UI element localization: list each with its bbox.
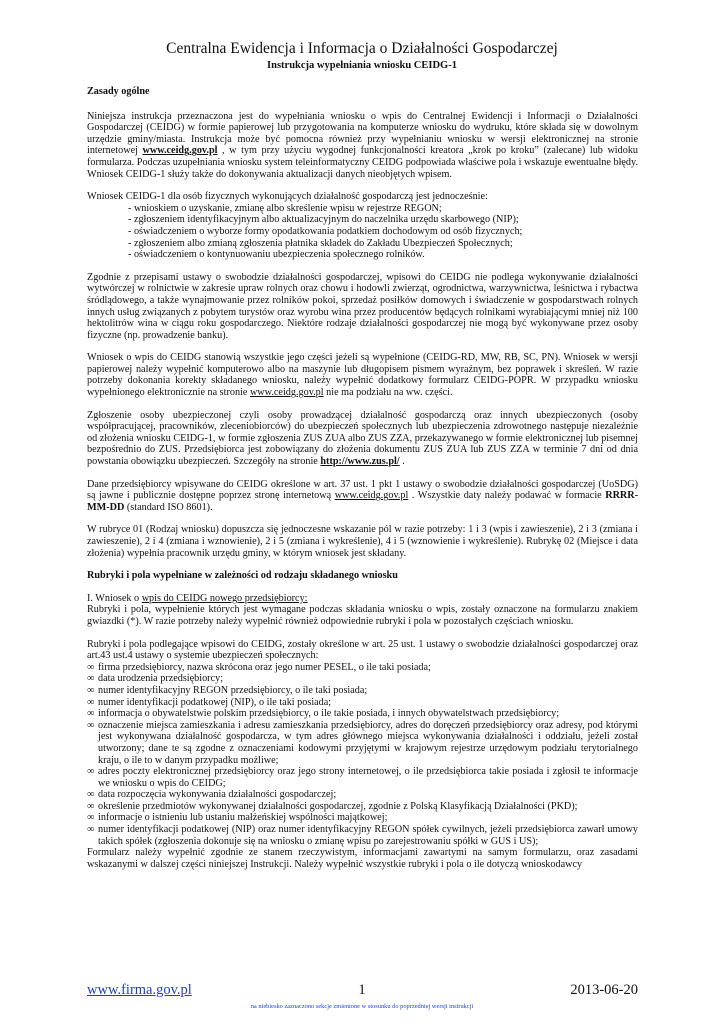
paragraph-ceidg1-intro: Wniosek CEIDG-1 dla osób fizycznych wykonujących działalność gospodarczą jest jednocześnie: [87, 191, 488, 203]
paragraph-intro [87, 111, 638, 181]
paragraph-zus-text-cont: . [402, 456, 405, 468]
paragraph-zus-text: Zgłoszenie osoby ubezpieczonej czyli osoby prowadzącej działalność gospodarczą oraz innych ubezpieczonych (osoby współpracującej, pracowników, zleceniobiorców) do ubezpieczeń społecznych lub ubezpieczenia zdrowotnego następuje niezależnie od złożenia wniosku CEIDG-1, w formie zgłoszenia ZUS ZUA albo ZUS ZZA, przekazywanego w formie elektronicznej lub pisemnej bezpośrednio do ZUS. Przedsiębiorca jest zobowiązany do złożenia dokumentu ZUS ZUA lub ZUS ZZA w terminie 7 dni od dnia powstania obowiązku ubezpieczeń. Szczegóły na stronie [87, 409, 638, 468]
document-subtitle: Instrukcja wypełniania wniosku CEIDG-1 [267, 60, 457, 71]
paragraph-form-parts [87, 352, 638, 398]
infinity-bullet-icon: ∞ [87, 789, 95, 801]
paragraph-form-parts-text-cont: nie ma podziału na ww. części. [326, 387, 453, 399]
list-item: - oświadczeniem o wyborze formy opodatkowania podatkiem dochodowym od osób fizycznych; [128, 225, 523, 237]
list-item-text: data rozpoczęcia wykonywania działalności gospodarczej; [98, 789, 337, 801]
subsection-underlined: wpis do CEIDG nowego przedsiębiorcy: [141, 592, 308, 604]
list-item-text: numer identyfikacyjny REGON przedsiębiorcy, o ile taki posiada; [98, 684, 368, 696]
infinity-bullet-icon: ∞ [87, 824, 95, 836]
date-format: RRRR-MM-DD [87, 490, 639, 513]
infinity-bullet-icon: ∞ [87, 708, 95, 720]
infinity-bullet-icon: ∞ [87, 812, 95, 824]
list-item: - zgłoszeniem identyfikacyjnym albo aktualizacyjnym do naczelnika urzędu skarbowego (NIP); [128, 214, 519, 226]
list-item: - zgłoszeniem albo zmianą zgłoszenia płatnika składek do Zakładu Ubezpieczeń Społecznych; [128, 237, 513, 249]
infinity-bullet-icon: ∞ [87, 684, 95, 696]
ceidg-link[interactable]: www.ceidg.gov.pl [334, 490, 409, 502]
list-item [87, 720, 638, 766]
list-item [87, 801, 638, 813]
list-item-text: numer identyfikacji podatkowej (NIP), o ile taki posiada; [98, 696, 332, 708]
entry-fields-list [87, 662, 638, 848]
section-heading-general-rules: Zasady ogólne [87, 86, 150, 97]
ceidg-link[interactable]: www.ceidg.gov.pl [142, 145, 218, 157]
list-item: - oświadczeniem o kontynuowaniu ubezpieczenia społecznego rolników. [128, 249, 425, 261]
list-item [87, 824, 638, 847]
infinity-bullet-icon: ∞ [87, 719, 95, 731]
paragraph-rubric-01: W rubryce 01 (Rodzaj wniosku) dopuszcza się jednoczesne wskazanie pól w razie potrzeby: 1 i 3 (wpis i zawieszenie), 2 i 3 (zmiana i zawieszenie), 2 i 4 (zmiana i wznowienie), 2 i 5 (zmiana i wykreślenie), 4 i 5 (wznowienie i wykreślenie). Rubrykę 02 (Miejsce i data złożenia) wypełnia pracownik urzędu gminy, w którym wniosek jest składany. [87, 524, 638, 559]
list-item [87, 812, 638, 824]
paragraph-intro-text: Niniejsza instrukcja przeznaczona jest do wypełniania wniosku o wpis do Centralnej Ewidencji i Informacji o Działalności Gospodarczej (CEIDG) w formie papierowej lub przygotowania na komputerze wniosku do wydruku, które składa się w dowolnym urzędzie gminy/miasta. Instrukcja może być pomocna również przy wypełnianiu wniosku w wersji elektronicznej na stronie internetowej [87, 110, 638, 157]
document-title: Centralna Ewidencja i Informacja o Działalności Gospodarczej [166, 40, 558, 57]
list-item [87, 708, 638, 720]
list-item-text: informacja o obywatelstwie polskim przedsiębiorcy, o ile takie posiada, i innych obywatelstwach przedsiębiorcy; [98, 708, 560, 720]
list-item [87, 662, 638, 674]
list-item-text: adres poczty elektronicznej przedsiębiorcy oraz jego strony internetowej, o ile przedsiębiorca takie posiada i zgłosił te informacje we wniosku o wpis do CEIDG; [98, 766, 638, 789]
paragraph-required-fields: Rubryki i pola, wypełnienie których jest wymagane podczas składania wniosku o wpis, zostały oznaczone na formularzu znakiem gwiazdki (*). W razie potrzeby należy wypełnić również odpowiednie rubryki i pola w pozostałych częściach wniosku. [87, 604, 638, 627]
list-item-text: informacje o istnieniu lub ustaniu małżeńskiej wspólności majątkowej; [98, 812, 388, 824]
infinity-bullet-icon: ∞ [87, 800, 95, 812]
footer-website-link[interactable]: www.firma.gov.pl [87, 982, 192, 998]
list-item [87, 789, 638, 801]
list-item [87, 673, 638, 685]
list-item [87, 685, 638, 697]
paragraph-public-data-text: Dane przedsiębiorcy wpisywane do CEIDG określone w art. 37 ust. 1 pkt 1 ustawy o swobodzie działalności gospodarczej (UoSDG) są jawne i publicznie dostępne poprzez stronę internetową [87, 478, 638, 502]
paragraph-public-data-text-cont: . Wszystkie daty należy podawać w formacie [411, 490, 602, 502]
infinity-bullet-icon: ∞ [87, 696, 95, 708]
section-heading-rubrics: Rubryki i pola wypełniane w zależności od rodzaju składanego wniosku [87, 570, 398, 582]
paragraph-zus [87, 410, 638, 468]
paragraph-public-data-text-end: (standard ISO 8601). [126, 501, 213, 513]
subsection-title-new-entry [87, 593, 638, 605]
subsection-prefix: I. Wniosek o [87, 592, 140, 604]
paragraph-form-parts-text: Wniosek o wpis do CEIDG stanowią wszystkie jego części jeżeli są wypełnione (CEIDG-RD, MW, RB, SC, PN). Wniosek w wersji papierowej należy wypełnić komputerowo albo na maszynie lub długopisem pismem wyraźnym, bez poprawek i skreśleń. W razie potrzeby dokonania korekty składanego wniosku, należy wypełnić dodatkowy formularz CEIDG-POPR. W przypadku wniosku wypełnionego elektronicznie na stronie [87, 352, 638, 399]
list-item [87, 697, 638, 709]
paragraph-entry-fields: Rubryki i pola podlegające wpisowi do CEIDG, zostały określone w art. 25 ust. 1 ustawy o swobodzie działalności gospodarczej oraz art.43 ust.4 ustawy o systemie ubezpieczeń społecznych: [87, 638, 638, 662]
list-item [87, 766, 638, 789]
infinity-bullet-icon: ∞ [87, 766, 95, 778]
document-body [87, 86, 638, 870]
footer-note: na niebiesko zaznaczono sekcje zmienione w stosunku do poprzedniej wersji instrukcji [250, 1003, 474, 1010]
list-item-text: data urodzenia przedsiębiorcy; [98, 673, 224, 685]
paragraph-public-data [87, 479, 638, 514]
ceidg1-functions-list [87, 203, 638, 261]
list-item: - wnioskiem o uzyskanie, zmianę albo skreślenie wpisu w rejestrze REGON; [128, 202, 442, 214]
paragraph-fill-instructions: Formularz należy wypełnić zgodnie ze stanem rzeczywistym, informacjami zawartymi na samym formularzu, oraz zasadami wskazanymi w dalszej części niniejszej Instrukcji. Należy wypełnić wszystkie rubryki i pola o ile dotyczą wnioskodawcy [87, 847, 638, 870]
list-item-text: firma przedsiębiorcy, nazwa skrócona oraz jego numer PESEL, o ile taki posiada; [98, 661, 431, 673]
list-item-text: numer identyfikacji podatkowej (NIP) oraz numer identyfikacyjny REGON spółek cywilnych, jeżeli przedsiębiorca zawarł umowy takich spółek (zgłoszenia dokonuje się na wniosku o zmianę wpisu po zarejestrowaniu spółki w GUS i US); [98, 824, 638, 847]
list-item-text: oznaczenie miejsca zamieszkania i adresu zamieszkania przedsiębiorcy, adres do doręczeń przedsiębiorcy oraz adresy, pod którymi jest wykonywana działalność gospodarcza, w tym adres głównego miejsca wykonywania działalności i oddziału, jeżeli został utworzony; dane te są zgodne z oznaczeniami kodowymi przyjętymi w krajowym rejestrze urzędowym podziału terytorialnego kraju, o ile to w danym przypadku możliwe; [98, 719, 638, 766]
zus-link[interactable]: http://www.zus.pl/ [320, 456, 400, 468]
page-number: 1 [358, 982, 366, 998]
paragraph-exclusions: Zgodnie z przepisami ustawy o swobodzie działalności gospodarczej, wpisowi do CEIDG nie podlega wykonywanie działalności wytwórczej w rolnictwie w zakresie upraw rolnych oraz chowu i hodowli zwierząt, ogrodnictwa, warzywnictwa, leśnictwa i rybactwa śródlądowego, a także wynajmowanie przez rolników pokoi, sprzedaż posiłków domowych i świadczenie w gospodarstwach rolnych innych usług związanych z pobytem turystów oraz wyrobu wina przez producentów będących rolnikami wyrabiającymi mniej niż 100 hektolitrów wina w ciągu roku gospodarczego. Niektóre rodzaje działalności gospodarczej nie mogą być wykonywane przez osoby fizyczne (np. prowadzenie banku). [87, 271, 638, 341]
ceidg-link[interactable]: www.ceidg.gov.pl [249, 387, 324, 399]
infinity-bullet-icon: ∞ [87, 673, 95, 685]
paragraph-intro-text-cont: , w tym przy użyciu wygodnej funkcjonalności kreatora „krok po kroku” (zalecane) lub widoku formularza. Podczas uzupełniania wniosku system teleinformatyczny CEIDG podpowiada właściwe pola i wskazuje ewentualne błędy. Wniosek CEIDG-1 służy także do dokonywania aktualizacji danych nieobjętych wpisem. [87, 145, 639, 180]
footer-date: 2013-06-20 [570, 982, 638, 998]
infinity-bullet-icon: ∞ [87, 661, 95, 673]
list-item-text: określenie przedmiotów wykonywanej działalności gospodarczej, zgodnie z Polską Klasyfikacją Działalności (PKD); [98, 800, 578, 812]
